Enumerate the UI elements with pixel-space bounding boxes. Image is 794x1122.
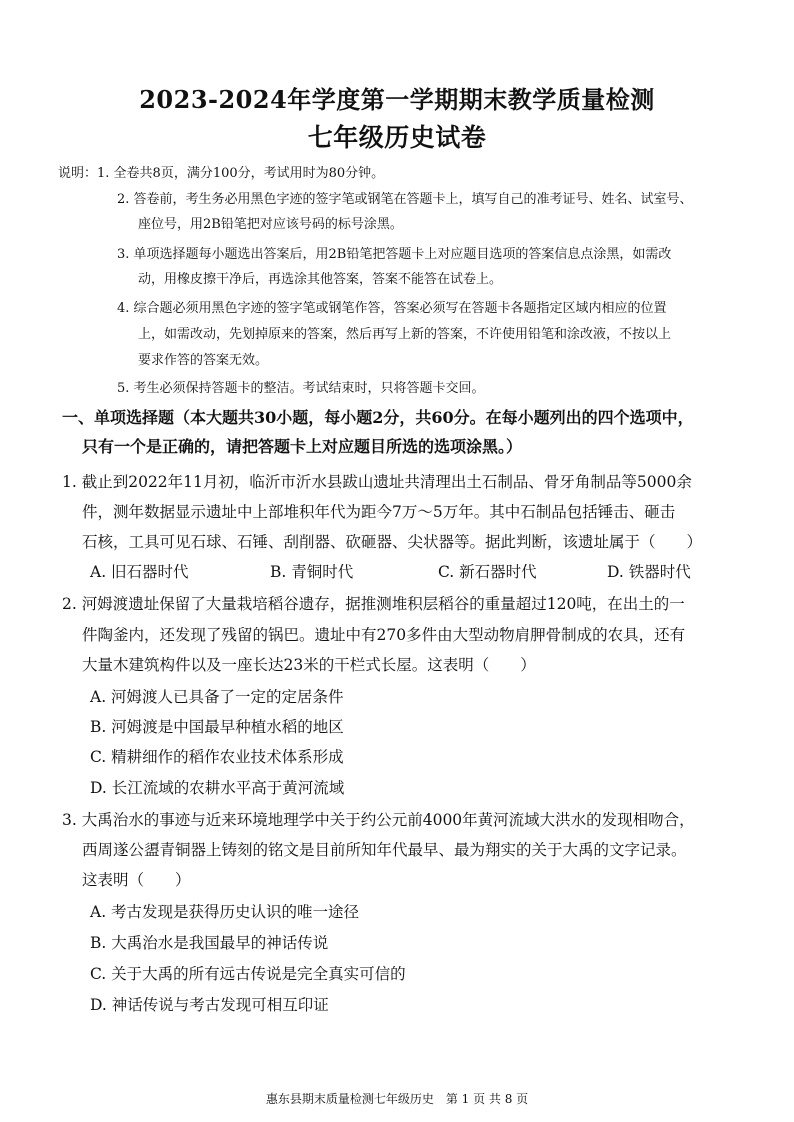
question-2-stem-cont: 大量木建筑构件以及一座长达23米的干栏式长屋。这表明（ ） bbox=[82, 656, 536, 674]
option-b: B. 大禹治水是我国最早的神话传说 bbox=[90, 934, 329, 952]
instruction-line: 2. 答卷前，考生务必用黑色字迹的签字笔或钢笔在答题卡上，填写自己的准考证号、姓名、试室号、 bbox=[117, 192, 693, 207]
option-d: D. 神话传说与考古发现可相互印证 bbox=[90, 996, 329, 1014]
option-b: B. 青铜时代 bbox=[270, 563, 354, 581]
exam-title: 2023-2024年学度第一学期期末教学质量检测 bbox=[139, 85, 655, 114]
section-heading-cont: 只有一个是正确的，请把答题卡上对应题目所选的选项涂黑。） bbox=[82, 437, 523, 456]
option-c: C. 关于大禹的所有远古传说是完全真实可信的 bbox=[90, 965, 406, 983]
exam-subtitle: 七年级历史试卷 bbox=[307, 123, 487, 152]
question-3-stem-cont: 西周遂公盨青铜器上铸刻的铭文是目前所知年代最早、最为翔实的关于大禹的文字记录。 bbox=[82, 841, 687, 859]
instruction-line: 1. 全卷共8页，满分100分，考试用时为80分钟。 bbox=[97, 166, 385, 181]
instructions-item-1 bbox=[58, 162, 384, 181]
instruction-line: 5. 考生必须保持答题卡的整洁。考试结束时，只将答题卡交回。 bbox=[117, 381, 485, 396]
option-b: B. 河姆渡是中国最早种植水稻的地区 bbox=[90, 718, 344, 736]
option-a: A. 旧石器时代 bbox=[90, 563, 189, 581]
question-3-stem-cont: 这表明（ ） bbox=[82, 871, 191, 889]
question-3-stem: 3. 大禹治水的事迹与近来环境地理学中关于约公元前4000年黄河流域大洪水的发现相吻合， bbox=[62, 811, 695, 829]
page-footer: 惠东县期末质量检测七年级历史 第 1 页 共 8 页 bbox=[265, 1092, 529, 1106]
option-a: A. 河姆渡人已具备了一定的定居条件 bbox=[90, 688, 344, 706]
instruction-line: 上，如需改动，先划掉原来的答案，然后再写上新的答案，不许使用铅笔和涂改液，不按以上 bbox=[138, 327, 672, 342]
option-d: D. 长江流域的农耕水平高于黄河流域 bbox=[90, 779, 345, 797]
option-c: C. 精耕细作的稻作农业技术体系形成 bbox=[90, 748, 344, 766]
question-1-stem-cont: 石核，工具可见石球、石锤、刮削器、砍砸器、尖状器等。据此判断，该遗址属于（ ） bbox=[82, 533, 703, 551]
instruction-line: 座位号，用2B铅笔把对应该号码的标号涂黑。 bbox=[138, 217, 403, 232]
question-1-options bbox=[90, 560, 730, 582]
instructions-prefix: 说明： bbox=[58, 166, 98, 181]
instruction-line: 4. 综合题必须用黑色字迹的签字笔或钢笔作答，答案必须写在答题卡各题指定区域内相应的位置 bbox=[117, 301, 667, 316]
option-c: C. 新石器时代 bbox=[438, 563, 537, 581]
instruction-line: 动，用橡皮擦干净后，再选涂其他答案，答案不能答在试卷上。 bbox=[138, 272, 503, 287]
question-1-stem: 1. 截止到2022年11月初，临沂市沂水县跋山遗址共清理出土石制品、骨牙角制品等5000余 bbox=[62, 473, 692, 491]
option-a: A. 考古发现是获得历史认识的唯一途径 bbox=[90, 903, 360, 921]
instruction-line: 要求作答的答案无效。 bbox=[138, 353, 269, 368]
section-heading: 一、单项选择题（本大题共30小题，每小题2分，共60分。在每小题列出的四个选项中， bbox=[62, 408, 694, 427]
question-2-stem-cont: 件陶釜内，还发现了残留的锅巴。遗址中有270多件由大型动物肩胛骨制成的农具，还有 bbox=[82, 626, 686, 644]
instruction-line: 3. 单项选择题每小题选出答案后，用2B铅笔把答题卡上对应题目选项的答案信息点涂黑，如需改 bbox=[117, 247, 672, 262]
question-1-stem-cont: 件，测年数据显示遗址中上部堆积年代为距今7万～5万年。其中石制品包括锤击、砸击 bbox=[82, 503, 676, 521]
option-d: D. 铁器时代 bbox=[607, 563, 691, 581]
question-2-stem: 2. 河姆渡遗址保留了大量栽培稻谷遗存，据推测堆积层稻谷的重量超过120吨，在出土的一 bbox=[62, 595, 685, 613]
